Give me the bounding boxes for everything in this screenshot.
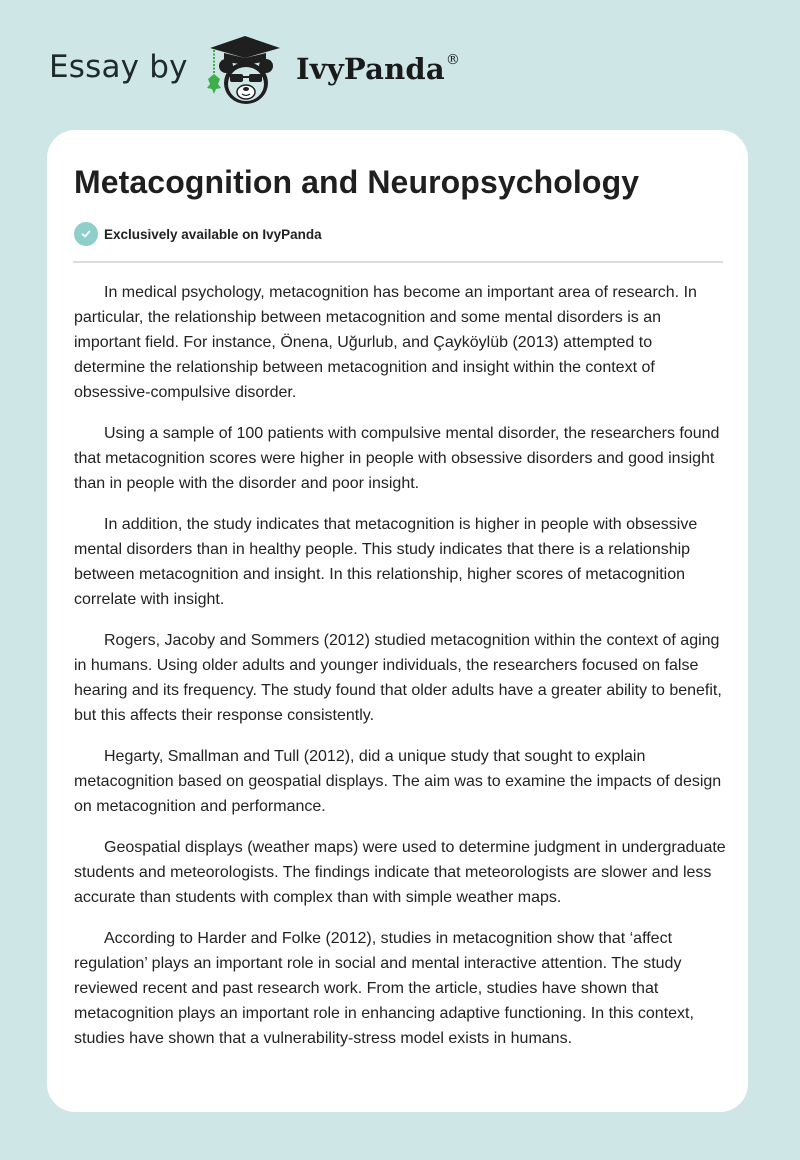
- brand-name[interactable]: [296, 52, 460, 86]
- paragraph: Geospatial displays (weather maps) were used to determine judgment in undergraduate students and meteorologists. The findings indicate that meteorologists are slower and less accurate than students with complex than with simple weather maps.: [74, 839, 726, 906]
- ivy-leaf: [207, 74, 221, 94]
- essay-card: [47, 130, 748, 1112]
- essay-body: [74, 280, 726, 1067]
- check-circle-icon: [74, 222, 98, 246]
- checkmark-icon: [80, 228, 92, 240]
- panda-graduation-cap-logo-icon[interactable]: [200, 36, 290, 108]
- paragraph: Hegarty, Smallman and Tull (2012), did a unique study that sought to explain metacognition based on geospatial displays. The aim was to examine the impacts of design on metacognition and performance.: [74, 748, 722, 815]
- paragraph: In medical psychology, metacognition has become an important area of research. In particular, the relationship between metacognition and some mental disorders is an important field. For instance, Önena, Uğurlub, and Çayköylüb (2013) attempted to determine the relationship between metacognition and insight within the context of obsessive-compulsive disorder.: [74, 284, 697, 401]
- essay-by-label: Essay by: [49, 49, 188, 85]
- paragraph: According to Harder and Folke (2012), studies in metacognition show that ‘affect regulation’ plays an important role in social and mental interactive attention. The study reviewed recent and past research work. From the article, studies have shown that metacognition plays an important role in enhancing adaptive functioning. In this context, studies have shown that a vulnerability-stress model exists in humans.: [74, 930, 694, 1047]
- paragraph: In addition, the study indicates that metacognition is higher in people with obsessive mental disorders than in healthy people. This study indicates that there is a relationship between metacognition and insight. In this relationship, higher scores of metacognition correlate with insight.: [74, 516, 698, 608]
- paragraph: Rogers, Jacoby and Sommers (2012) studied metacognition within the context of aging in humans. Using older adults and younger individuals, the researchers focused on false hearing and its frequency. The study found that older adults have a greater ability to benefit, but this affects their response consistently.: [74, 632, 722, 724]
- cap-board: [210, 36, 280, 58]
- divider: [73, 261, 723, 263]
- site-header: [0, 0, 800, 130]
- exclusive-badge: [74, 222, 322, 246]
- badge-text: Exclusively available on IvyPanda: [104, 226, 322, 242]
- registered-mark: ®: [445, 52, 461, 69]
- essay-title: Metacognition and Neuropsychology: [74, 164, 640, 200]
- brand-text: IvyPanda: [296, 52, 445, 86]
- paragraph: Using a sample of 100 patients with compulsive mental disorder, the researchers found that metacognition scores were higher in people with obsessive disorders and good insight than in people with the disorder and poor insight.: [74, 425, 720, 492]
